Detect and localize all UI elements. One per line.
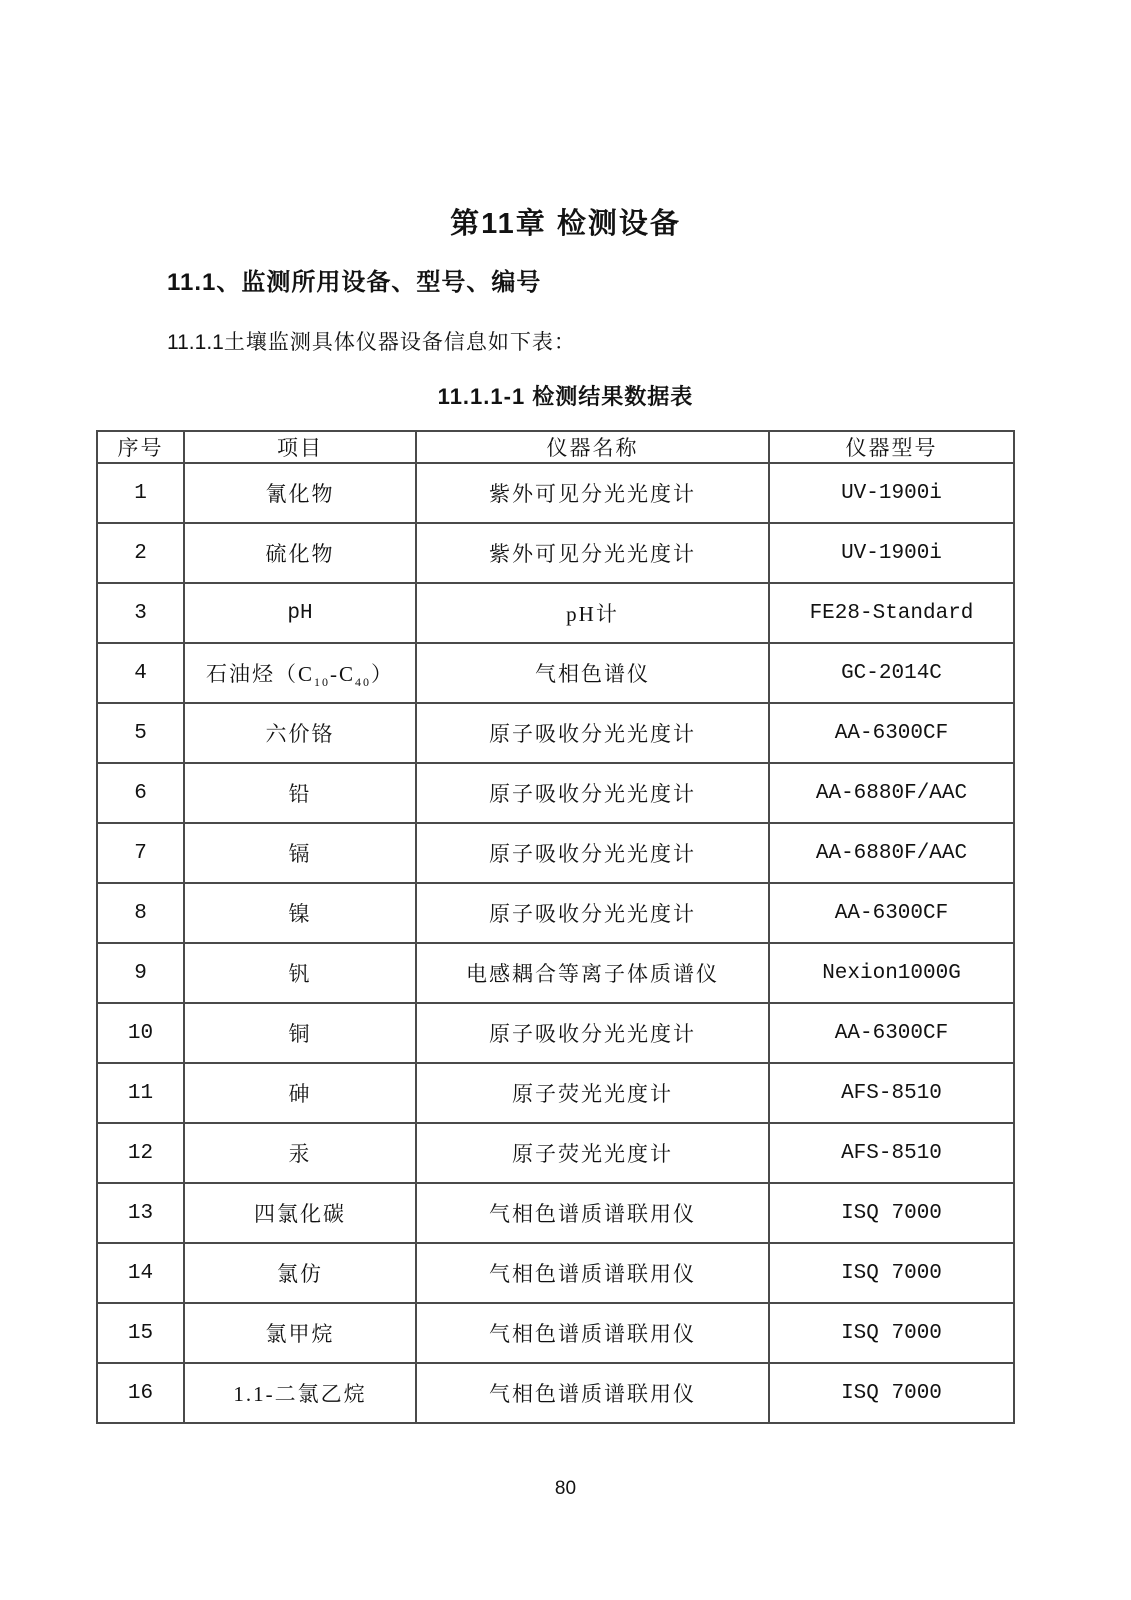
table-row [97,1363,1014,1423]
cell-instrument: 电感耦合等离子体质谱仪 [416,943,769,1003]
cell-item: 汞 [184,1123,416,1183]
table-row [97,1303,1014,1363]
subscript-text: 40 [355,675,371,690]
cell-model: ISQ 7000 [769,1183,1014,1243]
cell-model: AA-6300CF [769,703,1014,763]
cell-model: Nexion1000G [769,943,1014,1003]
cell-instrument: 气相色谱质谱联用仪 [416,1363,769,1423]
cell-no: 6 [97,763,184,823]
cell-item: 钒 [184,943,416,1003]
cell-model: ISQ 7000 [769,1303,1014,1363]
cell-item: 氯甲烷 [184,1303,416,1363]
cell-model: AA-6300CF [769,1003,1014,1063]
table-row [97,1123,1014,1183]
cell-no: 5 [97,703,184,763]
cell-item: 1.1-二氯乙烷 [184,1363,416,1423]
cell-instrument: 气相色谱仪 [416,643,769,703]
cell-no: 7 [97,823,184,883]
table-row [97,703,1014,763]
cell-item: 铜 [184,1003,416,1063]
cell-no: 14 [97,1243,184,1303]
subsection-number: 11.1.1 [167,331,224,354]
cell-item: 铅 [184,763,416,823]
cell-no: 15 [97,1303,184,1363]
cell-model: FE28-Standard [769,583,1014,643]
cell-instrument: pH计 [416,583,769,643]
column-header: 仪器名称 [416,431,769,463]
chapter-title: 第11章 检测设备 [450,208,681,240]
cell-no: 12 [97,1123,184,1183]
table-row [97,943,1014,1003]
table-header-row [97,431,1014,463]
cell-no: 4 [97,643,184,703]
table-row [97,643,1014,703]
table-row [97,523,1014,583]
cell-instrument: 原子吸收分光光度计 [416,823,769,883]
cell-instrument: 紫外可见分光光度计 [416,463,769,523]
cell-instrument: 气相色谱质谱联用仪 [416,1303,769,1363]
cell-no: 1 [97,463,184,523]
cell-item: 砷 [184,1063,416,1123]
cell-instrument: 原子荧光光度计 [416,1063,769,1123]
cell-instrument: 原子吸收分光光度计 [416,763,769,823]
cell-model: ISQ 7000 [769,1243,1014,1303]
cell-item: 四氯化碳 [184,1183,416,1243]
cell-item: pH [184,583,416,643]
cell-instrument: 原子吸收分光光度计 [416,703,769,763]
page-number: 80 [554,1478,577,1499]
table-row [97,763,1014,823]
cell-model: AA-6880F/AAC [769,763,1014,823]
cell-no: 11 [97,1063,184,1123]
table-row [97,1003,1014,1063]
cell-item: 硫化物 [184,523,416,583]
subsection-line [167,326,576,356]
cell-model: AA-6880F/AAC [769,823,1014,883]
subsection-text: 土壤监测具体仪器设备信息如下表： [223,330,576,354]
cell-no: 3 [97,583,184,643]
cell-model: AA-6300CF [769,883,1014,943]
cell-item: 氰化物 [184,463,416,523]
cell-no: 9 [97,943,184,1003]
cell-instrument: 原子吸收分光光度计 [416,1003,769,1063]
cell-item: 氯仿 [184,1243,416,1303]
cell-instrument: 气相色谱质谱联用仪 [416,1243,769,1303]
cell-item: 镉 [184,823,416,883]
cell-no: 10 [97,1003,184,1063]
table-title: 11.1.1-1 检测结果数据表 [437,384,694,409]
table-row [97,1063,1014,1123]
table-row [97,1183,1014,1243]
cell-model: AFS-8510 [769,1123,1014,1183]
cell-instrument: 原子荧光光度计 [416,1123,769,1183]
column-header: 序号 [97,431,184,463]
cell-model: UV-1900i [769,463,1014,523]
section-heading: 11.1、监测所用设备、型号、编号 [167,269,542,296]
cell-no: 16 [97,1363,184,1423]
cell-model: AFS-8510 [769,1063,1014,1123]
cell-item: 石油烃$(C_{10}-C_{40})$ [184,643,416,703]
cell-no: 13 [97,1183,184,1243]
cell-no: 8 [97,883,184,943]
cell-instrument: 原子吸收分光光度计 [416,883,769,943]
cell-model: ISQ 7000 [769,1363,1014,1423]
column-header: 仪器型号 [769,431,1014,463]
equipment-table [96,430,1015,1424]
table-row [97,1243,1014,1303]
table-row [97,583,1014,643]
table-row [97,823,1014,883]
cell-no: 2 [97,523,184,583]
cell-item: 六价铬 [184,703,416,763]
column-header: 项目 [184,431,416,463]
cell-instrument: 气相色谱质谱联用仪 [416,1183,769,1243]
cell-item: 镍 [184,883,416,943]
cell-instrument: 紫外可见分光光度计 [416,523,769,583]
cell-model: UV-1900i [769,523,1014,583]
subscript-text: 10 [314,675,330,690]
cell-model: GC-2014C [769,643,1014,703]
table-row [97,883,1014,943]
table-row [97,463,1014,523]
